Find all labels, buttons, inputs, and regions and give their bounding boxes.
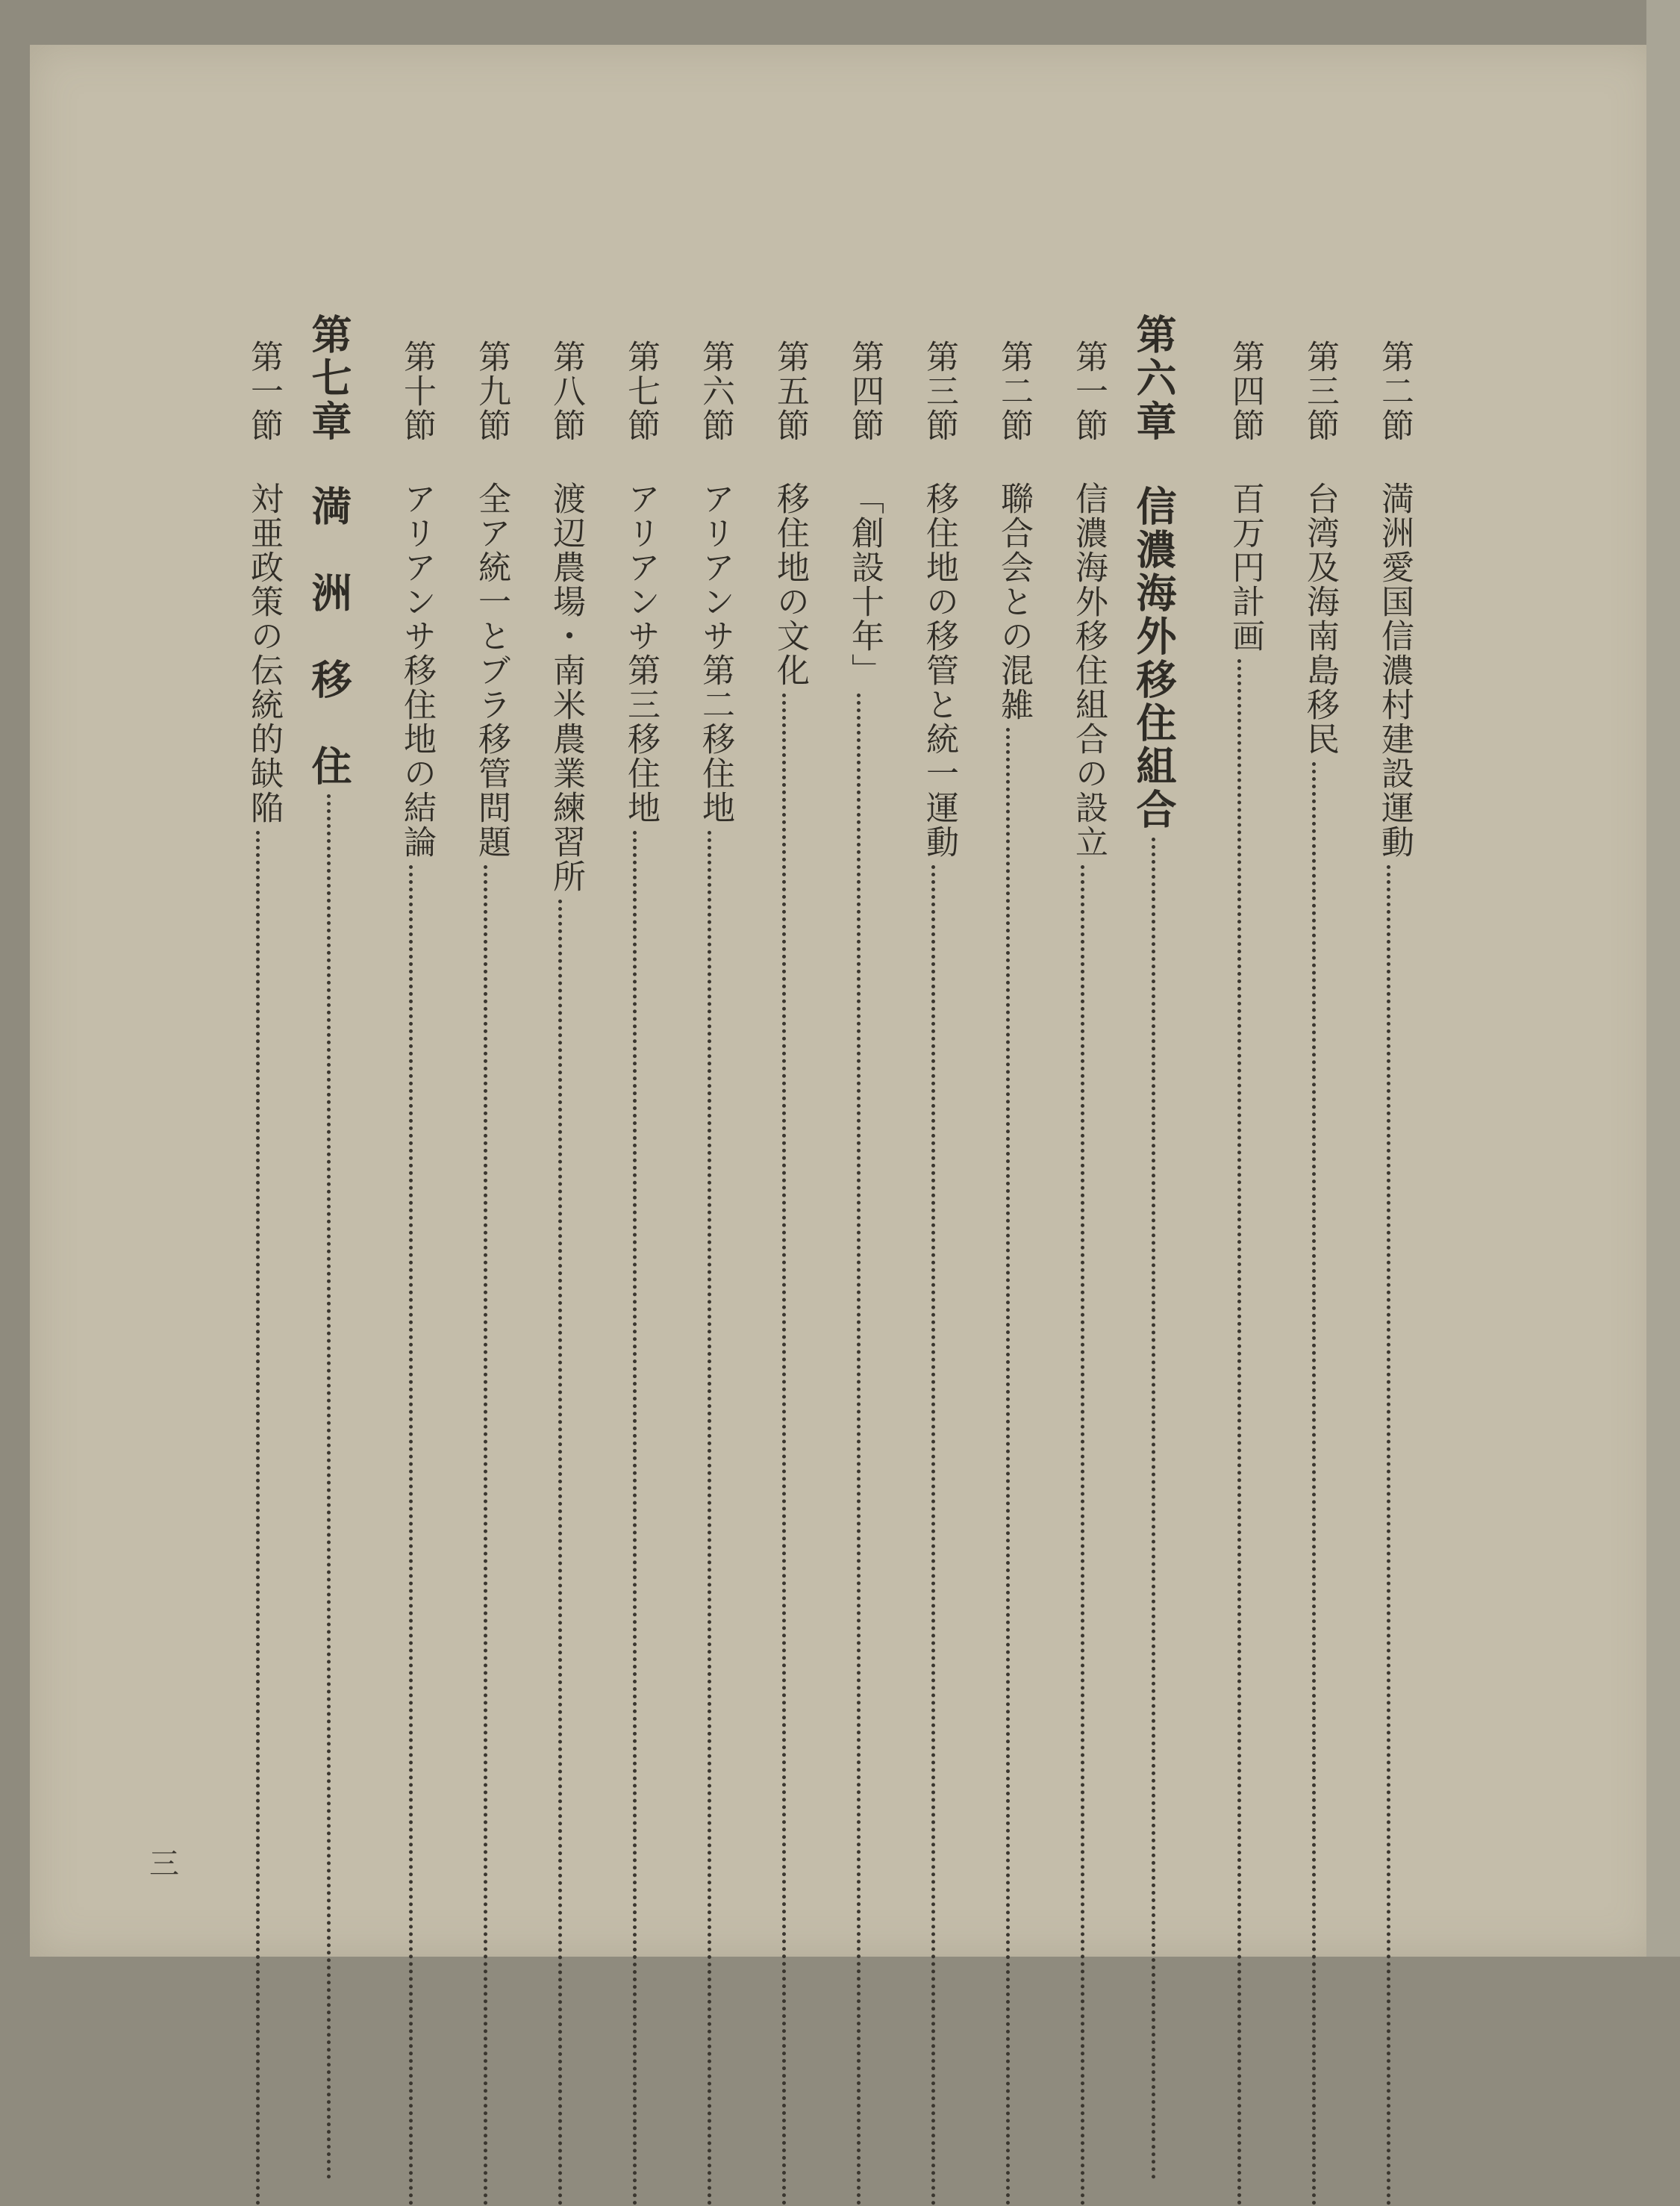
page-edge xyxy=(1646,0,1680,1957)
dot-leader xyxy=(782,694,786,2206)
dot-leader xyxy=(857,694,861,2206)
chapter-title: 信濃海外移住組合 xyxy=(1130,485,1178,832)
dot-leader xyxy=(1237,659,1241,2206)
entry-label: 第二節 xyxy=(995,340,1033,443)
entry-title: 渡辺農場・南米農業練習所 xyxy=(547,482,585,894)
entry-title: 百万円計画 xyxy=(1226,482,1264,653)
dot-leader xyxy=(1081,865,1084,2206)
entry-label: 第六節 xyxy=(696,340,734,443)
dot-leader xyxy=(633,831,637,2206)
dot-leader xyxy=(931,865,935,2206)
entry-label: 第二節 xyxy=(1375,340,1414,443)
dot-leader xyxy=(256,831,260,2206)
toc-entry xyxy=(381,340,440,2206)
dot-leader xyxy=(708,831,711,2206)
toc-entry xyxy=(903,340,963,2206)
toc-entry xyxy=(978,340,1037,2206)
entry-title: 「創設十年」 xyxy=(846,482,884,688)
dot-leader xyxy=(558,900,562,2206)
dot-leader xyxy=(1152,838,1155,2180)
entry-title: 信濃海外移住組合の設立 xyxy=(1069,482,1108,859)
toc-entry xyxy=(1052,340,1112,2206)
entry-label: 第四節 xyxy=(846,340,884,443)
chapter-label: 第七章 xyxy=(305,314,353,443)
entry-label: 第三節 xyxy=(1301,340,1339,443)
dot-leader xyxy=(1312,762,1316,2206)
page-number: 三 xyxy=(149,1847,179,1881)
entry-label: 第九節 xyxy=(472,340,510,443)
entry-title: 聯合会との混雑 xyxy=(995,482,1033,722)
toc-entry xyxy=(530,340,590,2206)
toc-entry xyxy=(455,340,515,2206)
dot-leader xyxy=(1006,728,1010,2206)
toc-entry xyxy=(1209,340,1269,2206)
toc-entry xyxy=(1358,340,1418,2206)
chapter-title: 満 洲 移 住 xyxy=(305,485,353,788)
dot-leader xyxy=(409,865,413,2206)
entry-title: アリアンサ第二移住地 xyxy=(696,482,734,825)
entry-title: アリアンサ第三移住地 xyxy=(622,482,660,825)
dot-leader xyxy=(1387,865,1390,2206)
entry-title: 移住地の移管と統一運動 xyxy=(920,482,958,859)
toc-entry xyxy=(828,340,888,2206)
toc-entry xyxy=(228,340,287,2206)
entry-title: 対亜政策の伝統的缺陥 xyxy=(245,482,283,825)
toc-entry xyxy=(754,340,814,2206)
entry-label: 第八節 xyxy=(547,340,585,443)
entry-title: 台湾及海南島移民 xyxy=(1301,482,1339,756)
toc-chapter xyxy=(299,314,358,2180)
entry-title: 移住地の文化 xyxy=(771,482,809,688)
entry-title: アリアンサ移住地の結論 xyxy=(398,482,436,859)
entry-title: 全ア統一とブラ移管問題 xyxy=(472,482,510,859)
chapter-label: 第六章 xyxy=(1130,314,1178,443)
toc-entry xyxy=(605,340,664,2206)
entry-label: 第四節 xyxy=(1226,340,1264,443)
entry-label: 第五節 xyxy=(771,340,809,443)
entry-label: 第一節 xyxy=(245,340,283,443)
entry-label: 第十節 xyxy=(398,340,436,443)
toc-entry xyxy=(679,340,739,2206)
entry-label: 第七節 xyxy=(622,340,660,443)
toc-entry xyxy=(1284,340,1343,2206)
toc-chapter xyxy=(1123,314,1183,2180)
dot-leader xyxy=(327,794,331,2180)
entry-label: 第一節 xyxy=(1069,340,1108,443)
dot-leader xyxy=(484,865,487,2206)
entry-label: 第三節 xyxy=(920,340,958,443)
entry-title: 満洲愛国信濃村建設運動 xyxy=(1375,482,1414,859)
